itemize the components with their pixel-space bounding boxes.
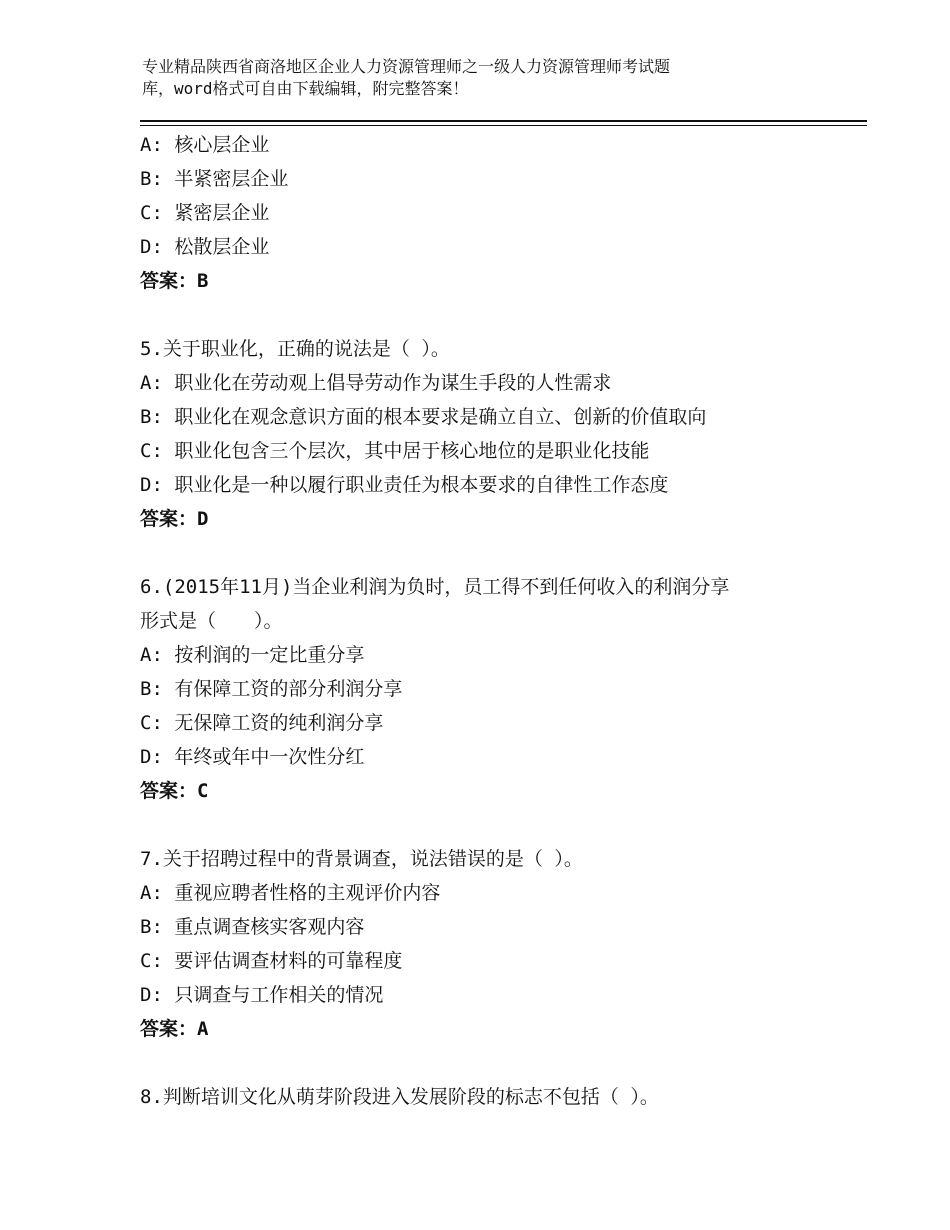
option-b: B: 职业化在观念意识方面的根本要求是确立自立、创新的价值取向 bbox=[140, 406, 707, 428]
answer: 答案：D bbox=[140, 508, 209, 530]
option-a: A: 核心层企业 bbox=[140, 134, 270, 156]
option-c: C: 无保障工资的纯利润分享 bbox=[140, 712, 384, 734]
option-b: B: 重点调查核实客观内容 bbox=[140, 916, 365, 938]
question-5 bbox=[140, 332, 840, 536]
header-title-line-1: 专业精品陕西省商洛地区企业人力资源管理师之一级人力资源管理师考试题 bbox=[142, 57, 671, 76]
question-stem: 5.关于职业化，正确的说法是（ ）。 bbox=[140, 338, 450, 360]
option-c: C: 紧密层企业 bbox=[140, 202, 270, 224]
option-d: D: 松散层企业 bbox=[140, 236, 270, 258]
question-stem-line-2: 形式是（ ）。 bbox=[140, 610, 283, 632]
document-body bbox=[140, 128, 840, 1114]
option-d: D: 职业化是一种以履行职业责任为根本要求的自律性工作态度 bbox=[140, 474, 669, 496]
question-7 bbox=[140, 842, 840, 1046]
answer: 答案：C bbox=[140, 780, 209, 802]
option-b: B: 有保障工资的部分利润分享 bbox=[140, 678, 403, 700]
option-d: D: 只调查与工作相关的情况 bbox=[140, 984, 384, 1006]
option-a: A: 职业化在劳动观上倡导劳动作为谋生手段的人性需求 bbox=[140, 372, 612, 394]
question-6 bbox=[140, 570, 840, 808]
option-c: C: 要评估调查材料的可靠程度 bbox=[140, 950, 403, 972]
question-stem: 7.关于招聘过程中的背景调查，说法错误的是（ ）。 bbox=[140, 848, 583, 870]
header-divider-thin bbox=[140, 125, 867, 126]
question-4-tail bbox=[140, 128, 840, 298]
page-header bbox=[142, 56, 782, 100]
header-divider-thick bbox=[140, 120, 867, 122]
option-a: A: 按利润的一定比重分享 bbox=[140, 644, 365, 666]
header-title-line-2: 库，word格式可自由下载编辑，附完整答案！ bbox=[142, 79, 469, 98]
option-d: D: 年终或年中一次性分红 bbox=[140, 746, 365, 768]
option-c: C: 职业化包含三个层次，其中居于核心地位的是职业化技能 bbox=[140, 440, 650, 462]
question-stem: 8.判断培训文化从萌芽阶段进入发展阶段的标志不包括（ ）。 bbox=[140, 1086, 659, 1108]
question-8 bbox=[140, 1080, 840, 1114]
question-stem-line-1: 6.(2015年11月)当企业利润为负时，员工得不到任何收入的利润分享 bbox=[140, 576, 730, 598]
option-a: A: 重视应聘者性格的主观评价内容 bbox=[140, 882, 441, 904]
option-b: B: 半紧密层企业 bbox=[140, 168, 289, 190]
answer: 答案：B bbox=[140, 270, 209, 292]
answer: 答案：A bbox=[140, 1018, 209, 1040]
